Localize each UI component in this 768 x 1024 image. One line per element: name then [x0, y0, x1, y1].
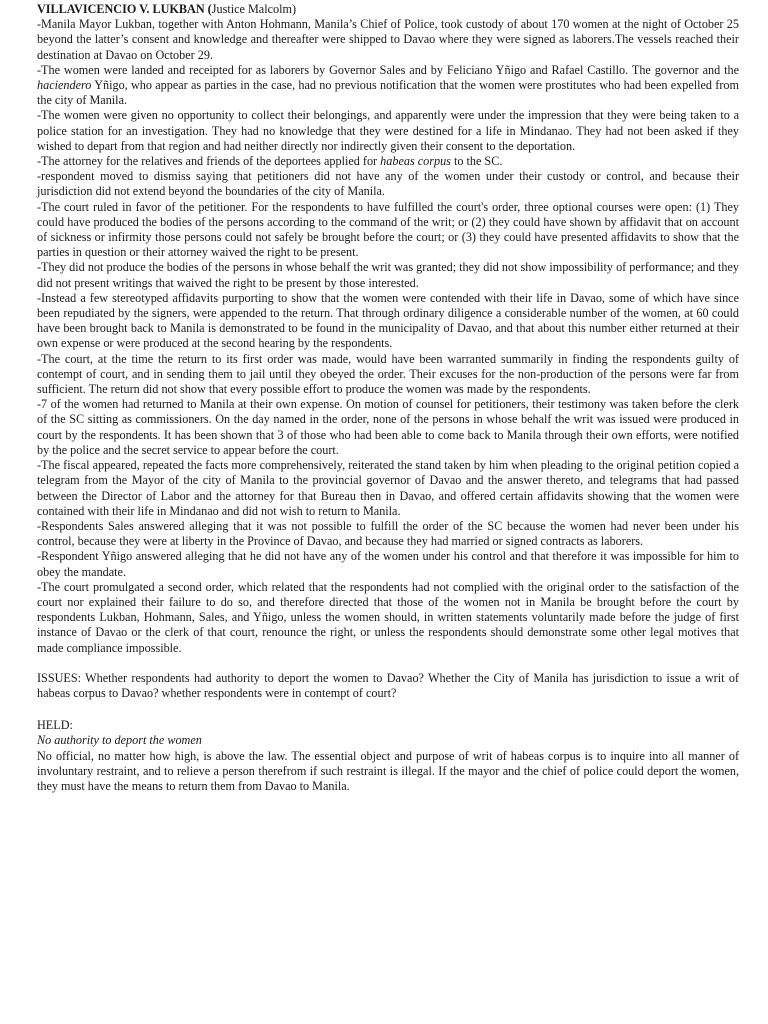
facts-paragraph: -The fiscal appeared, repeated the facts more comprehensively, reiterated the stand taken by him when pleading to the original petition copied a telegram from the Mayor of the city of Manila to the provincial governor of Davao and the answer thereto, and telegrams that had passed between the Director of Labor and the attorney for that Bureau then in Davao, and offered certain affidavits showing that the women were contained with their life in Mindanao and did not wish to return to Manila.: [37, 458, 739, 518]
italic-term: haciendero: [37, 78, 92, 93]
facts-paragraph: [37, 63, 739, 109]
facts-paragraph: -7 of the women had returned to Manila at their own expense. On motion of counsel for petitioners, their testimony was taken before the clerk of the SC sitting as commissioners. On the day named in the order, none of the persons in whose behalf the writ was issued were produced in court by the respondents. It has been shown that 3 of those who had been able to come back to Manila through their own efforts, were notified by the police and the secret service to appear before the court.: [37, 397, 739, 457]
facts-paragraph: -The court ruled in favor of the petitioner. For the respondents to have fulfilled the court's order, three optional courses were open: (1) They could have produced the bodies of the persons according to the command of the writ; or (2) they could have shown by affidavit that on account of sickness or infirmity those persons could not safely be brought before the court; or (3) they could have presented affidavits to show that the parties in question or their attorney waived the right to be present.: [37, 199, 739, 260]
case-title: [37, 2, 739, 17]
facts-paragraph: -respondent moved to dismiss saying that petitioners did not have any of the women under their custody or control, and because their jurisdiction did not extend beyond the boundaries of the city of Manila.: [37, 169, 739, 199]
italic-term: habeas corpus: [380, 154, 451, 169]
facts-paragraph: -Respondents Sales answered alleging that it was not possible to fulfill the order of the SC because the women had never been under his control, because they were at liberty in the Province of Davao, and because they had married or signed contracts as laborers.: [37, 518, 739, 549]
facts-paragraph: -Instead a few stereotyped affidavits purporting to show that the women were contended with their life in Davao, some of which have since been repudiated by the signers, were appended to the return. That through ordinary diligence a considerable number of the women, at 60 could have been brought back to Manila is demonstrated to be found in the municipality of Davao, and that about this number either returned at their own expense or were produced at the second hearing by the respondents.: [37, 290, 739, 351]
held-label: HELD:: [37, 718, 73, 733]
spacer: [37, 701, 739, 718]
spacer: [37, 656, 739, 671]
paragraph-text: -The women were landed and receipted for as laborers by Governor Sales and by Feliciano Yñigo and Rafael Castillo. The governor and the: [37, 62, 739, 77]
held-subheading: [37, 733, 739, 748]
paragraph-text: to the SC.: [450, 154, 503, 169]
facts-paragraph: -The court promulgated a second order, which related that the respondents had not complied with the original order to the satisfaction of the court nor explained their failure to do so, and therefore directed that those of the women not in Manila be brought before the court by respondents Lukban, Hohmann, Sales, and Yñigo, unless the women should, in written statements voluntarily made before the judge of first instance of Davao or the clerk of that court, renounce the right, or unless the respondents should demonstrate some other legal motives that made compliance impossible.: [37, 579, 739, 655]
facts-paragraph: -The women were given no opportunity to collect their belongings, and apparently were under the impression that they were being taken to a police station for an investigation. They had no knowledge that they were destined for a life in Mindanao. They had not been asked if they wished to depart from that region and had neither directly nor indirectly given their consent to the deportation.: [37, 108, 739, 153]
facts-paragraph: -Manila Mayor Lukban, together with Anton Hohmann, Manila’s Chief of Police, took custody of about 170 women at the night of October 25 beyond the latter’s consent and knowledge and thereafter were shipped to Davao where they were signed as laborers.The vessels reached their destination at Davao on October 29.: [37, 17, 739, 62]
case-title-main: VILLAVICENCIO V. LUKBAN (: [37, 2, 212, 16]
facts-paragraph: -They did not produce the bodies of the persons in whose behalf the writ was granted; they did not show impossibility of performance; and they did not present writings that waived the right to be present by those interested.: [37, 260, 739, 290]
paragraph-text: -The attorney for the relatives and friends of the deportees applied for: [37, 154, 381, 169]
issues-paragraph: ISSUES: Whether respondents had authority to deport the women to Davao? Whether the City of Manila has jurisdiction to issue a writ of habeas corpus to Davao? whether respondents were in contempt of court?: [37, 670, 739, 700]
facts-paragraph: -The court, at the time the return to its first order was made, would have been warranted summarily in finding the respondents guilty of contempt of court, and in sending them to jail until they obeyed the order. Their excuses for the non-production of the persons were far from sufficient. The return did not show that every possible effort to produce the women was made by the respondents.: [37, 351, 739, 397]
held-paragraph: No official, no matter how high, is above the law. The essential object and purpose of writ of habeas corpus is to inquire into all manner of involuntary restraint, and to relieve a person therefrom if such restraint is illegal. If the mayor and the chief of police could deport the women, they must have the means to return them from Davao to Manila.: [37, 748, 739, 793]
facts-paragraph: [37, 154, 739, 169]
case-title-justice: Justice Malcolm): [211, 2, 297, 16]
facts-paragraph: -Respondent Yñigo answered alleging that he did not have any of the women under his control and that therefore it was impossible for him to obey the mandate.: [37, 549, 739, 579]
held-subheading-text: No authority to deport the women: [37, 733, 202, 748]
paragraph-text: Yñigo, who appear as parties in the case, had no previous notification that the women were prostitutes who had been expelled from the city of Manila.: [37, 78, 739, 108]
